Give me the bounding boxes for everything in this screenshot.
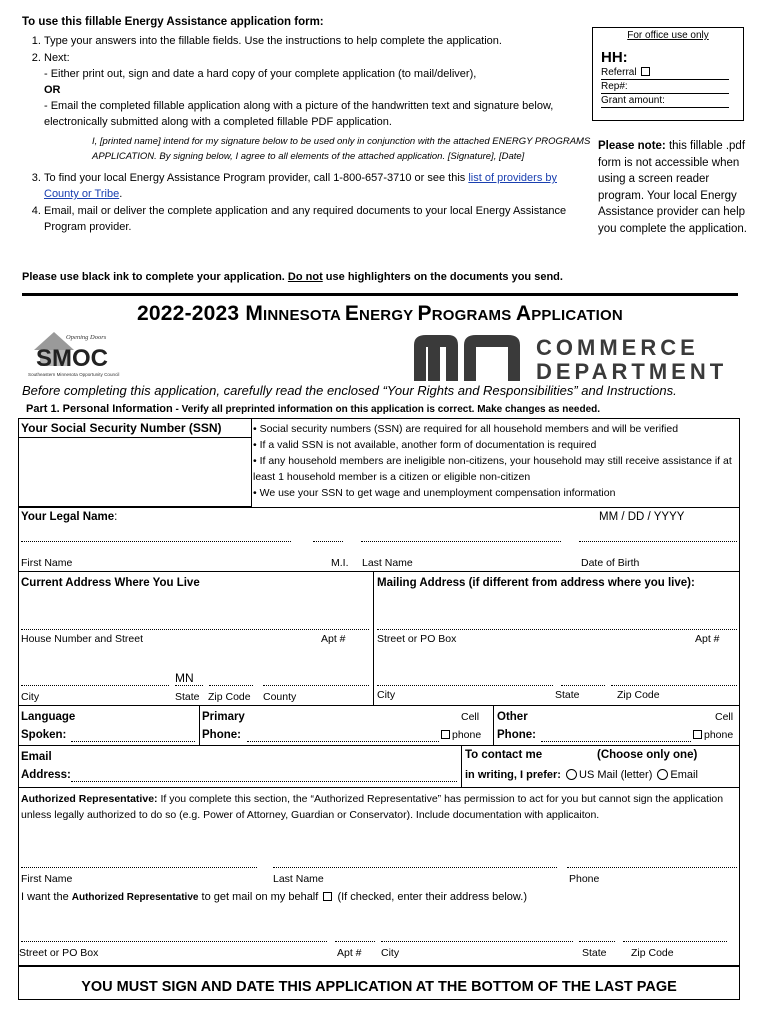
rep-zip-input[interactable] — [623, 941, 727, 942]
accessibility-note: Please note: this fillable .pdf form is not accessible when using a screen reader program. Your local Energy Assistance provider can help you complete the application. — [598, 140, 747, 235]
page-title: 2022-2023 MINNESOTA ENERGY PROGRAMS APPLICATION — [137, 302, 623, 325]
apt-label: Apt # — [321, 633, 346, 645]
divider — [22, 293, 738, 296]
sign-notice: YOU MUST SIGN AND DATE THIS APPLICATION AT THE BOTTOM OF THE LAST PAGE — [81, 979, 677, 995]
rep-row: Rep#: — [601, 80, 729, 94]
mailing-street-input[interactable] — [377, 629, 737, 630]
ink-note: Please use black ink to complete your application. Do not use highlighters on the documents you send. — [22, 271, 563, 283]
email-radio[interactable] — [657, 769, 668, 780]
referral-checkbox[interactable] — [641, 67, 650, 76]
current-address-label: Current Address Where You Live — [21, 577, 200, 589]
ssn-bullet: • We use your SSN to get wage and unemployment compensation information — [253, 487, 616, 499]
step-4: 4. Email, mail or deliver the complete application and any required documents to your local Energy Assistance Program provider. — [44, 203, 592, 235]
ssn-input[interactable] — [19, 437, 251, 507]
rep-last-label: Last Name — [273, 873, 324, 885]
contact-pref-label: To contact me — [465, 749, 543, 761]
rep-street-input[interactable] — [21, 941, 327, 942]
rep-street-label: Street or PO Box — [19, 947, 99, 959]
phone-label: Phone: — [202, 729, 241, 741]
ssn-bullets — [253, 421, 737, 501]
ssn-bullet: • If a valid SSN is not available, another form of documentation is required — [253, 439, 597, 451]
email-input[interactable] — [71, 781, 457, 782]
mailing-apt-label: Apt # — [695, 633, 720, 645]
providers-link[interactable]: list of providers by County or Tribe — [44, 172, 557, 200]
email-label: Email — [21, 751, 52, 763]
choose-one-label: (Choose only one) — [597, 749, 698, 761]
other-phone-input[interactable] — [541, 741, 691, 742]
smoc-tagline: Opening Doors — [66, 334, 107, 341]
rep-zip-label: Zip Code — [631, 947, 674, 959]
other-phone-label: Other — [497, 711, 528, 723]
rep-mail-option: I want the Authorized Representative to get mail on my behalf (If checked, enter their address below.) — [21, 891, 527, 903]
rep-city-input[interactable] — [381, 941, 573, 942]
last-name-input[interactable] — [361, 541, 561, 542]
step-2-or: OR — [44, 84, 61, 96]
primary-phone-label: Primary — [202, 711, 245, 723]
email-address-label: Address: — [21, 769, 71, 781]
us-mail-radio[interactable] — [566, 769, 577, 780]
office-use-box — [592, 27, 744, 121]
before-note: Before completing this application, carefully read the enclosed “Your Rights and Responsibilities” and Instructions. — [22, 383, 677, 398]
referral-row: Referral — [601, 66, 729, 80]
rep-phone-input[interactable] — [567, 867, 737, 868]
rep-apt-input[interactable] — [335, 941, 375, 942]
rep-mail-checkbox[interactable] — [323, 892, 332, 901]
office-header: For office use only — [627, 30, 709, 41]
mailing-zip-label: Zip Code — [617, 689, 660, 701]
commerce-text: COMMERCE — [536, 335, 699, 360]
cell2-phone-check: phone — [691, 729, 733, 741]
contact-options: in writing, I prefer: US Mail (letter) Email — [465, 769, 698, 781]
instructions — [22, 14, 592, 236]
smoc-text: SMOC — [36, 345, 108, 372]
mailing-street-label: Street or PO Box — [377, 633, 457, 645]
smoc-subtitle: Southeastern Minnesota Opportunity Council — [28, 372, 120, 377]
rep-first-input[interactable] — [21, 867, 257, 868]
city-input[interactable] — [21, 685, 169, 686]
ssn-label: Your Social Security Number (SSN) — [21, 421, 222, 435]
zip-label: Zip Code — [208, 691, 251, 703]
auth-rep-text: Authorized Representative: If you complete this section, the “Authorized Representative” has permission to act for you but cannot sign the application unless legally authorized to do so (e.g. Power of Attorney, Guardian or Conservator). Include documentation with applicaiton. — [21, 793, 724, 821]
rep-first-label: First Name — [21, 873, 73, 885]
rep-last-input[interactable] — [273, 867, 557, 868]
house-street-label: House Number and Street — [21, 633, 143, 645]
rep-state-label: State — [582, 947, 607, 959]
dob-input[interactable] — [579, 541, 737, 542]
cell-phone-check: phone — [439, 729, 481, 741]
first-name-input[interactable] — [21, 541, 291, 542]
mailing-state-label: State — [555, 689, 580, 701]
signature-statement: I, [printed name] intend for my signature below to be used only in conjunction with the attached ENERGY PROGRAMS APPLICATION. By signing below, I agree to all elements of the attached application. [Signature], [Date] — [92, 136, 591, 162]
zip-input[interactable] — [209, 685, 253, 686]
step-2: 2. Next: - Either print out, sign and date a hard copy of your complete application (to mail/deliver), OR - Email the completed fillable application along with a picture of the handwritten text and signature below, electronically submitted along with a completed fillable PDF application. — [44, 50, 592, 130]
mi-input[interactable] — [313, 541, 343, 542]
cell-label: Cell — [461, 711, 480, 723]
language-input[interactable] — [71, 741, 195, 742]
house-street-input[interactable] — [21, 629, 369, 630]
other-phone-label2: Phone: — [497, 729, 536, 741]
cell-checkbox[interactable] — [441, 730, 450, 739]
cell2-checkbox[interactable] — [693, 730, 702, 739]
personal-info-form — [18, 418, 740, 1000]
step-1: 1. Type your answers into the fillable fields. Use the instructions to help complete the application. — [44, 33, 592, 49]
smoc-logo — [28, 328, 136, 386]
first-name-label: First Name — [21, 557, 73, 569]
mi-label: M.I. — [331, 557, 349, 569]
rep-city-label: City — [381, 947, 400, 959]
county-label: County — [263, 691, 297, 703]
cell2-label: Cell — [715, 711, 734, 723]
state-value: MN — [175, 671, 194, 685]
city-label: City — [21, 691, 40, 703]
language-label: Language — [21, 711, 76, 723]
rep-apt-label: Apt # — [337, 947, 362, 959]
department-text: DEPARTMENT — [536, 359, 728, 383]
rep-state-input[interactable] — [579, 941, 615, 942]
grant-row: Grant amount: — [601, 94, 729, 108]
dob-label: Date of Birth — [581, 557, 640, 569]
hh-label: HH: — [601, 49, 628, 66]
state-label: State — [175, 691, 200, 703]
instructions-title: To use this fillable Energy Assistance application form: — [22, 16, 324, 28]
primary-phone-input[interactable] — [247, 741, 439, 742]
mailing-zip-input[interactable] — [611, 685, 737, 686]
mn-commerce-logo — [412, 333, 737, 383]
mailing-city-label: City — [377, 689, 396, 701]
part1-header: Part 1. Personal Information - Verify all preprinted information on this application is correct. Make changes as needed. — [26, 403, 601, 415]
county-input[interactable] — [263, 685, 369, 686]
step-2-print: - Either print out, sign and date a hard copy of your complete application (to mail/deliver), — [44, 68, 477, 80]
rep-phone-label: Phone — [569, 873, 600, 885]
step-2-email: - Email the completed fillable application along with a picture of the handwritten text and signature below, electronically submitted along with a completed fillable PDF application. — [44, 100, 554, 128]
state-input[interactable] — [175, 685, 203, 686]
step-3: 3. To find your local Energy Assistance Program provider, call 1-800-657-3710 or see this list of providers by County or Tribe. — [44, 170, 592, 202]
mailing-city-input[interactable] — [377, 685, 553, 686]
date-format: MM / DD / YYYY — [599, 511, 685, 523]
legal-name-label: Your Legal Name: — [21, 511, 118, 523]
mailing-state-input[interactable] — [561, 685, 605, 686]
last-name-label: Last Name — [362, 557, 413, 569]
mailing-address-label: Mailing Address (if different from address where you live): — [377, 577, 695, 589]
spoken-label: Spoken: — [21, 729, 67, 741]
ssn-bullet: • If any household members are ineligible non-citizens, your household may still receive assistance if at least 1 household member is a citizen or eligible non-citizen — [253, 455, 732, 483]
ssn-bullet: • Social security numbers (SSN) are required for all household members and will be verified — [253, 423, 679, 435]
